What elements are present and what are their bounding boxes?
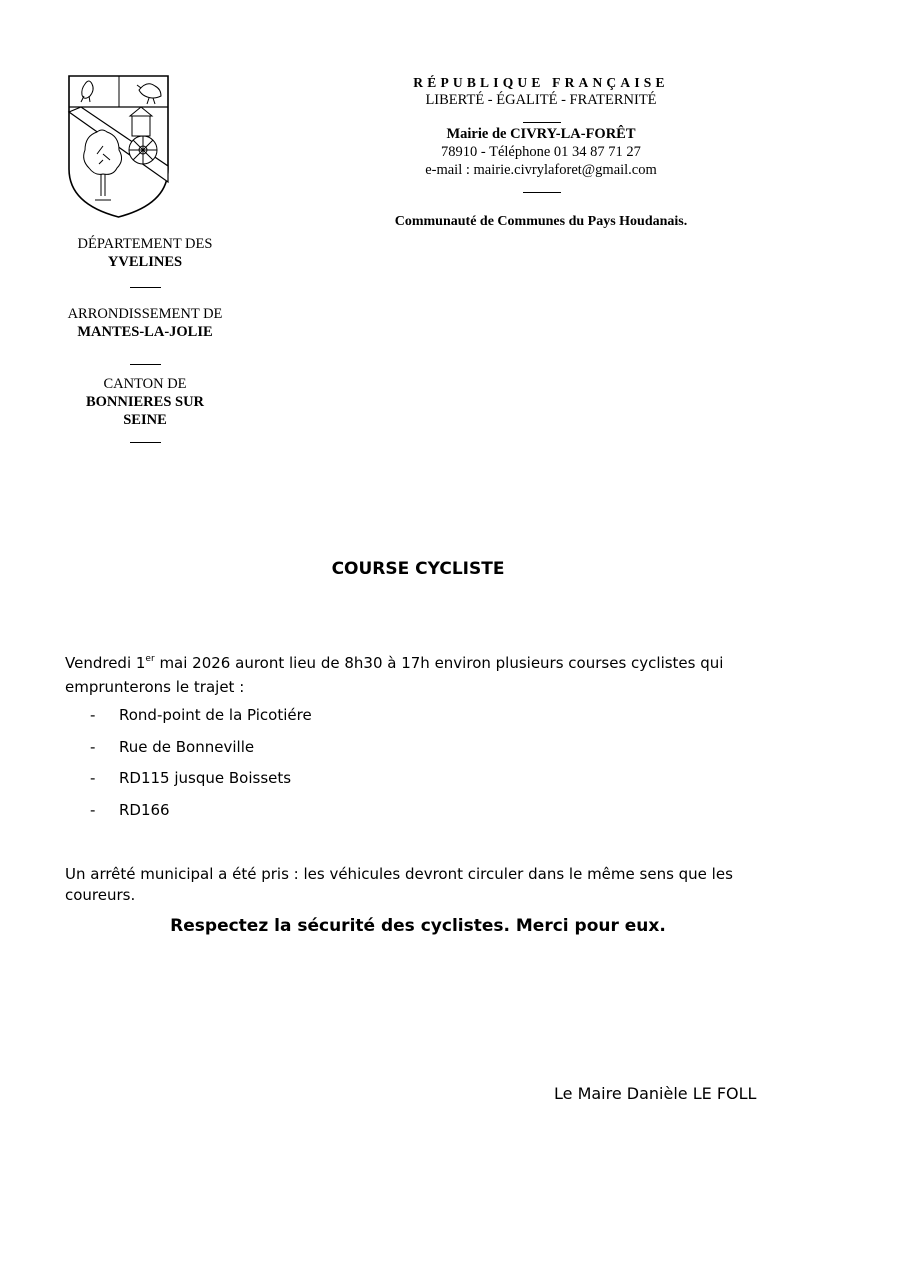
divider	[130, 287, 161, 288]
route-item	[90, 705, 312, 725]
departement-block	[55, 235, 235, 271]
route-item-label: Rond-point de la Picotiére	[119, 706, 312, 724]
bullet-dash: -	[90, 738, 96, 756]
canton-value-line1: BONNIERES SUR	[85, 394, 205, 410]
canton-value-line2: SEINE	[123, 412, 167, 428]
departement-label: DÉPARTEMENT DES	[77, 236, 213, 252]
intro-rest: mai 2026 auront lieu de 8h30 à 17h environ plusieurs courses cyclistes qui emprunterons le trajet :	[65, 654, 724, 696]
divider	[523, 122, 561, 123]
community-line: Communauté de Communes du Pays Houdanais.	[394, 214, 688, 229]
route-item-label: RD166	[119, 801, 170, 819]
bullet-dash: -	[90, 769, 96, 787]
email-line: e-mail : mairie.civrylaforet@gmail.com	[425, 162, 657, 178]
divider	[130, 442, 161, 443]
bullet-dash: -	[90, 801, 96, 819]
arrondissement-value: MANTES-LA-JOLIE	[77, 324, 213, 340]
intro-start: Vendredi 1	[65, 654, 146, 672]
arrete-paragraph: Un arrêté municipal a été pris : les véhicules devront circuler dans le même sens que les coureurs.	[65, 865, 733, 904]
mairie-name: Mairie de CIVRY-LA-FORÊT	[446, 126, 636, 142]
canton-block	[55, 375, 235, 429]
divider	[130, 364, 161, 365]
route-item-label: Rue de Bonneville	[119, 738, 255, 756]
route-item-label: RD115 jusque Boissets	[119, 769, 292, 787]
coat-of-arms-emblem	[67, 74, 170, 219]
bullet-dash: -	[90, 706, 96, 724]
intro-paragraph	[65, 653, 785, 698]
departement-value: YVELINES	[107, 254, 183, 270]
phone-line: 78910 - Téléphone 01 34 87 71 27	[441, 144, 641, 160]
arrondissement-block	[55, 305, 235, 341]
notice-title: COURSE CYCLISTE	[331, 559, 505, 579]
route-item	[90, 737, 254, 757]
mayor-signature: Le Maire Danièle LE FOLL	[554, 1084, 757, 1103]
divider	[523, 192, 561, 193]
ordinal-suffix: er	[145, 654, 155, 664]
arrondissement-label: ARRONDISSEMENT DE	[67, 306, 223, 322]
route-item	[90, 768, 291, 788]
canton-label: CANTON DE	[103, 376, 187, 392]
route-item	[90, 800, 170, 820]
motto: LIBERTÉ - ÉGALITÉ - FRATERNITÉ	[425, 92, 657, 108]
safety-appeal: Respectez la sécurité des cyclistes. Merci pour eux.	[170, 916, 666, 936]
republique-heading: RÉPUBLIQUE FRANÇAISE	[413, 75, 669, 90]
